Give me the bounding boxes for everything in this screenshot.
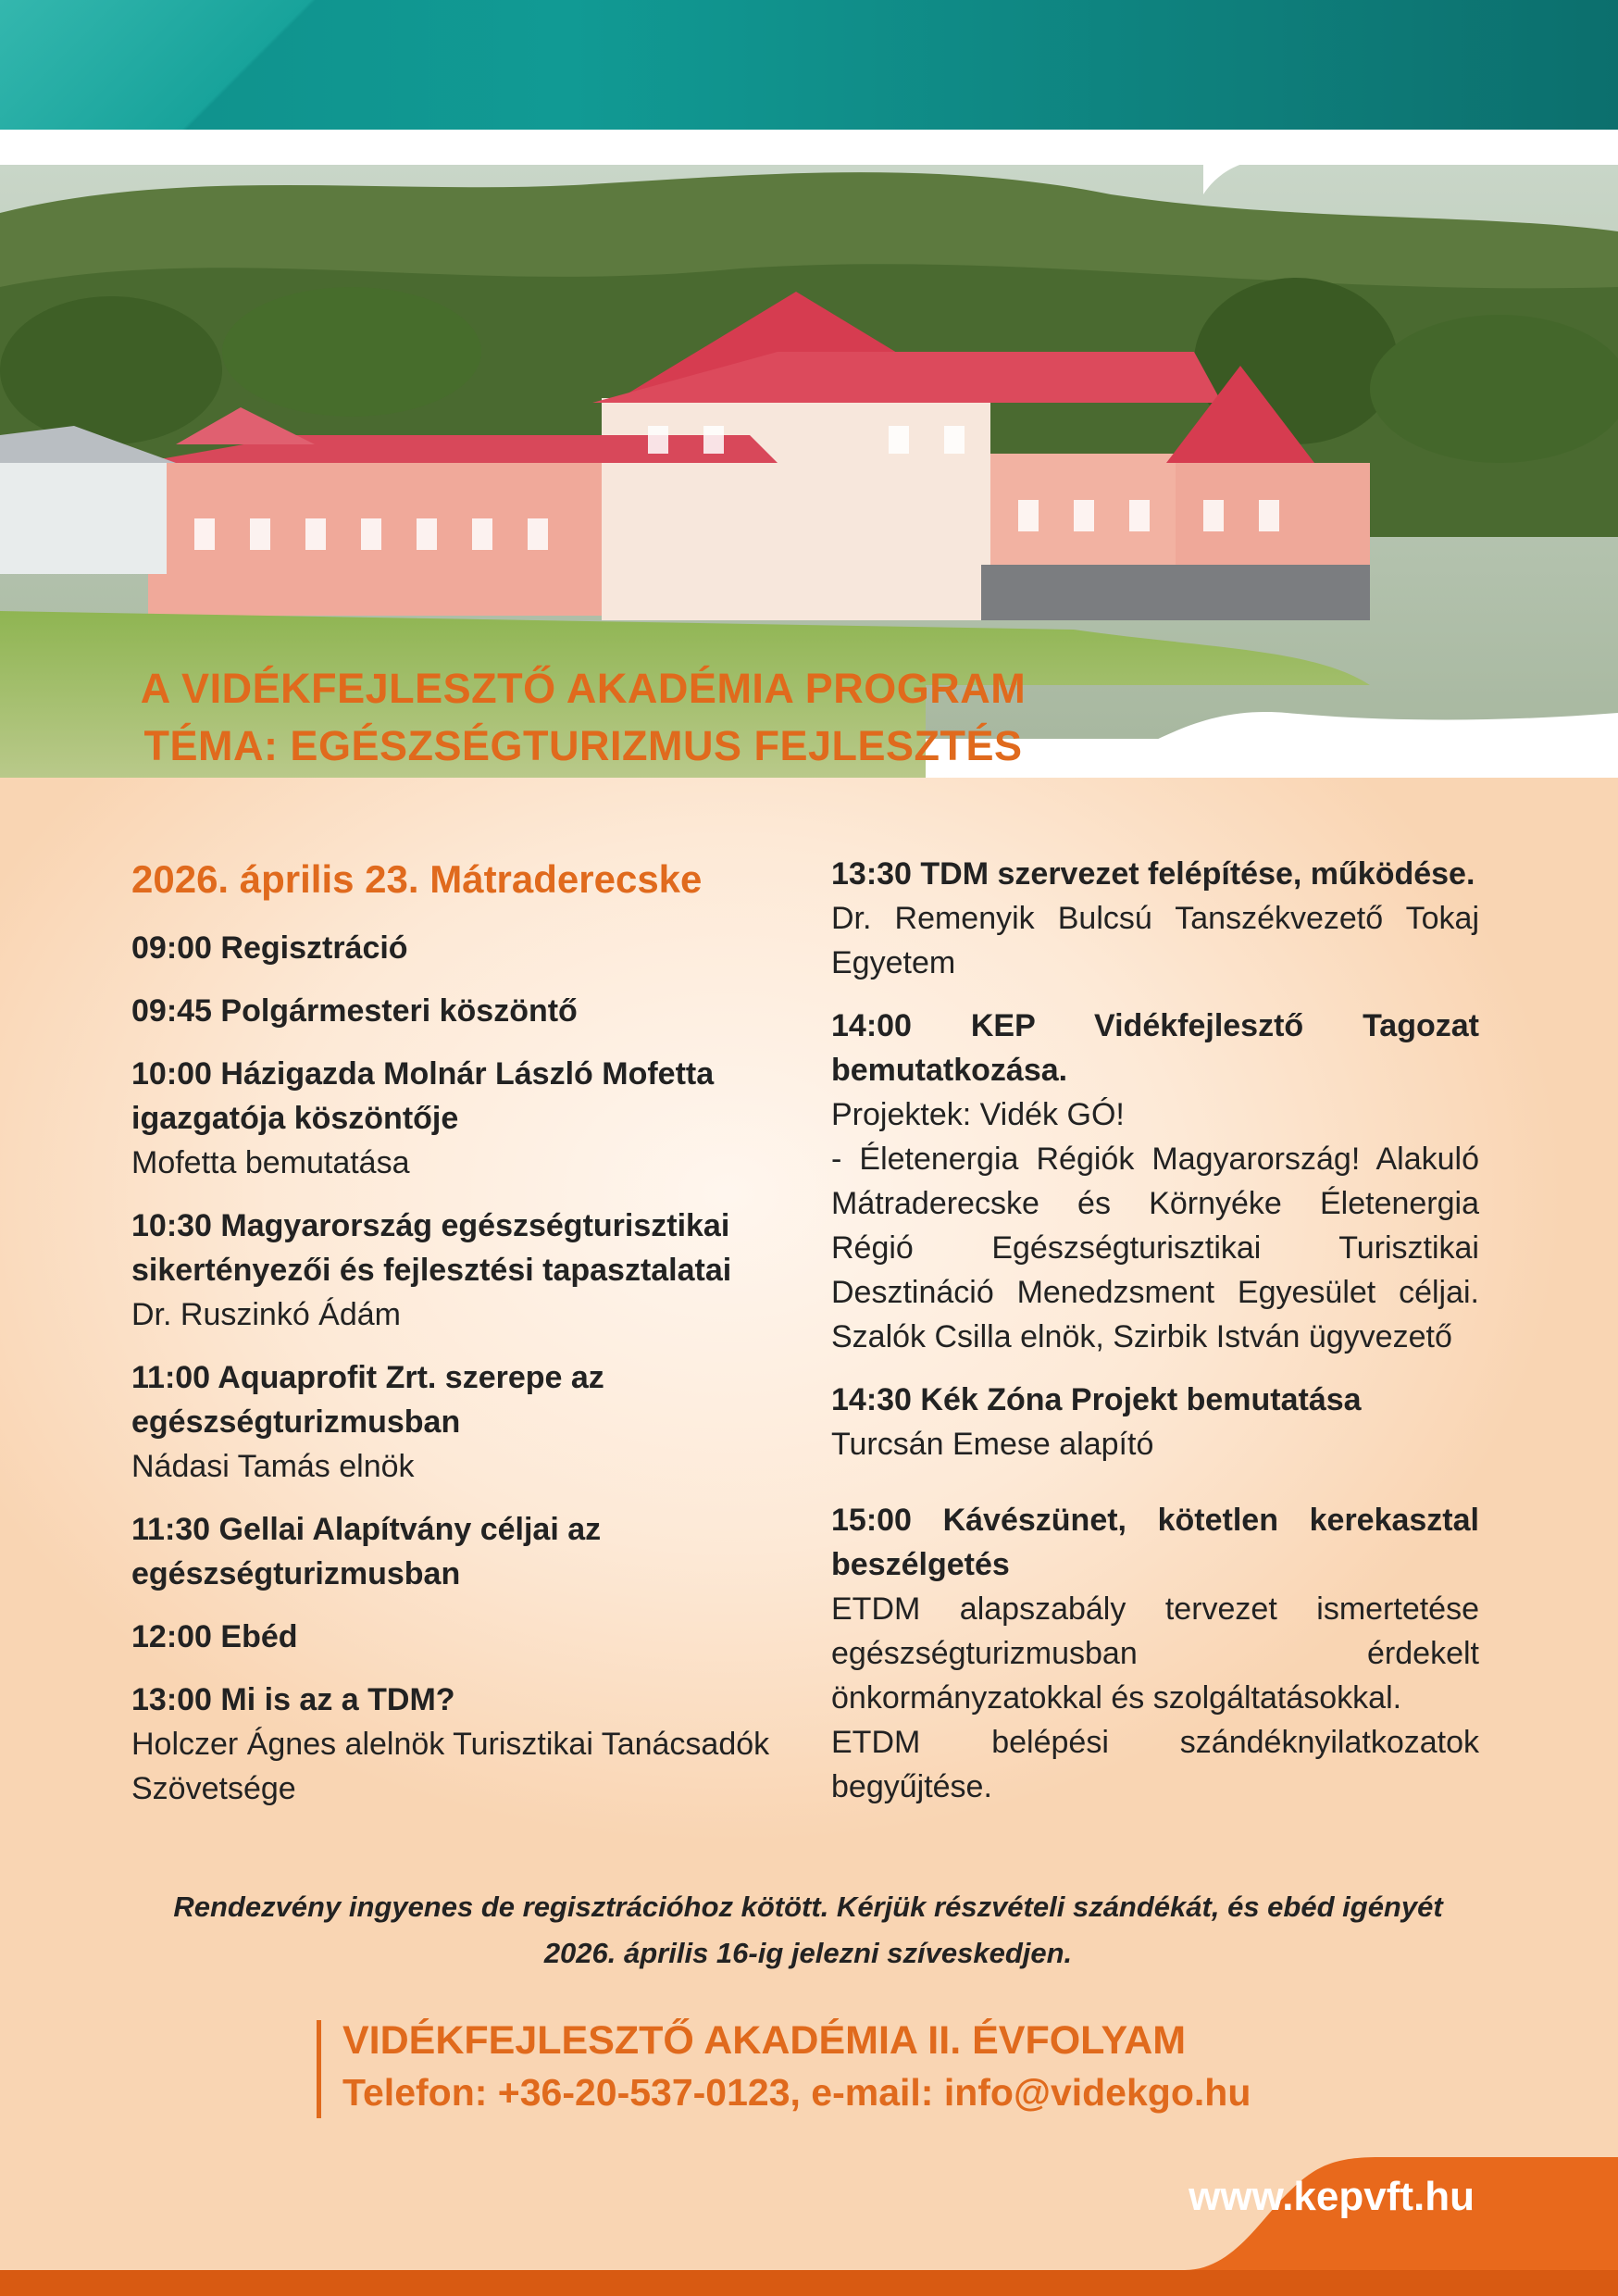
item-desc: Nádasi Tamás elnök	[131, 1449, 415, 1484]
item-title: 10:00 Házigazda Molnár László Mofetta igazgatója köszöntője	[131, 1056, 715, 1136]
item-desc: Turcsán Emese alapító	[831, 1427, 1154, 1462]
item-title: 14:30 Kék Zóna Projekt bemutatása	[831, 1382, 1362, 1417]
event-date-place: 2026. április 23. Mátraderecske	[131, 857, 703, 901]
contact-accent-bar	[317, 2020, 321, 2118]
item-title: 14:00 KEP Vidékfejlesztő Tagozat bemutatkozása.	[831, 1008, 1479, 1088]
program-topic: TÉMA: EGÉSZSÉGTURIZMUS FEJLESZTÉS	[143, 722, 1023, 769]
item-desc: Dr. Remenyik Bulcsú Tanszékvezető Tokaj Egyetem	[831, 901, 1479, 980]
item-desc: ETDM alapszabály tervezet ismertetése egészségturizmusban érdekelt önkormányzatokkal és szolgáltatásokkal.	[831, 1591, 1479, 1716]
item-desc: Mofetta bemutatása	[131, 1145, 410, 1180]
schedule-item	[831, 1498, 1479, 1809]
registration-note	[130, 1884, 1487, 1977]
schedule-item	[131, 1204, 770, 1337]
contact-details: Telefon: +36-20-537-0123, e-mail: info@videkgo.hu	[342, 2071, 1251, 2114]
item-desc-extra: - Életenergia Régiók Magyarország! Alakuló Mátraderecske és Környéke Életenergia Régió Egészségturisztikai Turisztikai Desztináció Menedzsment Egyesület céljai. Szalók Csilla elnök, Szirbik István ügyvezető	[831, 1142, 1479, 1354]
item-title: 09:00 Regisztráció	[131, 930, 408, 966]
top-decor-highlight	[0, 0, 389, 130]
schedule-item	[831, 1004, 1479, 1359]
item-desc: Dr. Ruszinkó Ádám	[131, 1297, 401, 1332]
schedule-item	[131, 989, 770, 1033]
schedule-item	[131, 1678, 770, 1811]
contact-block	[342, 2015, 1251, 2118]
note-line-2: 2026. április 16-ig jelezni szíveskedjen.	[543, 1937, 1073, 1969]
item-title: 15:00 Kávészünet, kötetlen kerekasztal beszélgetés	[831, 1503, 1479, 1582]
item-desc-extra: ETDM belépési szándéknyilatkozatok begyűjtése.	[831, 1725, 1479, 1804]
schedule-item	[831, 852, 1479, 985]
schedule-item	[131, 926, 770, 970]
item-title: 13:00 Mi is az a TDM?	[131, 1682, 455, 1717]
schedule-left-column	[131, 852, 770, 1829]
item-title: 11:00 Aquaprofit Zrt. szerepe az egészségturizmusban	[131, 1360, 604, 1440]
schedule-item	[831, 1378, 1479, 1466]
item-title: 13:30 TDM szervezet felépítése, működése.	[831, 856, 1475, 892]
item-title: 10:30 Magyarország egészségturisztikai sikertényezői és fejlesztési tapasztalatai	[131, 1208, 732, 1288]
program-title: A VIDÉKFEJLESZTŐ AKADÉMIA PROGRAM	[140, 665, 1027, 712]
academy-title: VIDÉKFEJLESZTŐ AKADÉMIA II. ÉVFOLYAM	[342, 2018, 1187, 2063]
item-title: 11:30 Gellai Alapítvány céljai az egészségturizmusban	[131, 1512, 602, 1591]
schedule-right-column	[831, 852, 1479, 1828]
schedule-item	[131, 1507, 770, 1596]
item-desc: Projektek: Vidék GÓ!	[831, 1097, 1125, 1132]
item-desc: Holczer Ágnes alelnök Turisztikai Tanácsadók Szövetsége	[131, 1727, 770, 1806]
schedule-item	[131, 1615, 770, 1659]
website-link[interactable]: www.kepvft.hu	[1189, 2174, 1475, 2219]
note-line-1: Rendezvény ingyenes de regisztrációhoz kötött. Kérjük részvételi szándékát, és ebéd igényét	[173, 1890, 1443, 1923]
item-title: 09:45 Polgármesteri köszöntő	[131, 993, 578, 1029]
schedule-item	[131, 1052, 770, 1185]
schedule-item	[131, 1355, 770, 1489]
item-title: 12:00 Ebéd	[131, 1619, 298, 1654]
